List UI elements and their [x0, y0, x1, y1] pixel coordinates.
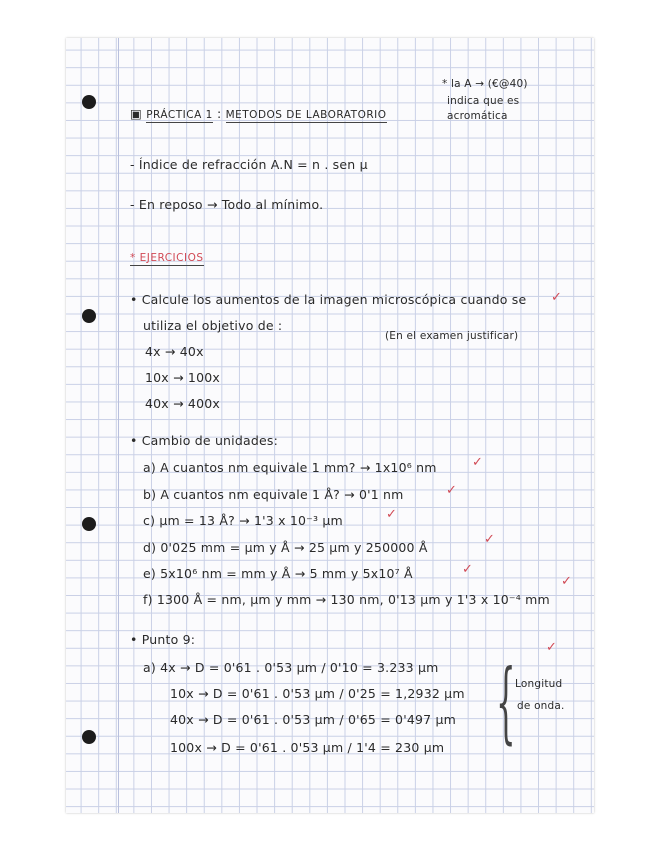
- question-line: utiliza el objetivo de :: [143, 318, 283, 333]
- curly-brace: {: [496, 650, 516, 753]
- check-mark: ✓: [446, 483, 457, 498]
- answer-line: 10x → D = 0'61 . 0'53 μm / 0'25 = 1,2932 μm: [170, 686, 465, 701]
- note-line: - En reposo → Todo al mínimo.: [130, 197, 324, 212]
- binder-hole: [82, 517, 96, 531]
- title-mark: ▣: [130, 106, 143, 121]
- title-practica: PRÁCTICA 1: [146, 109, 213, 121]
- question-line: • Cambio de unidades:: [130, 433, 278, 448]
- answer-line: 4x → 40x: [145, 344, 204, 359]
- check-mark: ✓: [472, 455, 483, 470]
- question-line: • Punto 9:: [130, 632, 196, 647]
- answer-line: 10x → 100x: [145, 370, 220, 385]
- check-mark: ✓: [386, 507, 397, 522]
- title-separator: :: [216, 106, 222, 121]
- check-mark: ✓: [551, 290, 562, 305]
- check-mark: ✓: [561, 574, 572, 589]
- check-mark: ✓: [546, 640, 557, 655]
- answer-line: d) 0'025 mm = μm y Å → 25 μm y 250000 Å: [143, 540, 428, 555]
- check-mark: ✓: [462, 562, 473, 577]
- answer-line: f) 1300 Å = nm, μm y mm → 130 nm, 0'13 μm y 1'3 x 10⁻⁴ mm: [143, 592, 550, 607]
- title-topic: METODOS DE LABORATORIO: [225, 109, 387, 121]
- answer-line: 40x → 400x: [145, 396, 220, 411]
- binder-hole: [82, 95, 96, 109]
- answer-line: a) A cuantos nm equivale 1 mm? → 1x10⁶ nm: [143, 460, 437, 475]
- binder-hole: [82, 730, 96, 744]
- answer-line: a) 4x → D = 0'61 . 0'53 μm / 0'10 = 3.233 μm: [143, 660, 439, 675]
- side-label: de onda.: [517, 700, 565, 712]
- answer-line: e) 5x10⁶ nm = mm y Å → 5 mm y 5x10⁷ Å: [143, 566, 413, 581]
- binder-hole: [82, 309, 96, 323]
- question-line: • Calcule los aumentos de la imagen microscópica cuando se: [130, 292, 527, 307]
- answer-line: 100x → D = 0'61 . 0'53 μm / 1'4 = 230 μm: [170, 740, 445, 755]
- page-title: [130, 106, 387, 121]
- answer-line: c) μm = 13 Å? → 1'3 x 10⁻³ μm: [143, 513, 343, 528]
- answer-line: b) A cuantos nm equivale 1 Å? → 0'1 nm: [143, 487, 404, 502]
- answer-line: 40x → D = 0'61 . 0'53 μm / 0'65 = 0'497 μm: [170, 712, 457, 727]
- side-label: Longitud: [515, 678, 563, 690]
- section-heading-text: * EJERCICIOS: [130, 252, 204, 264]
- note-line: - Índice de refracción A.N = n . sen μ: [130, 157, 368, 172]
- header-note-line: acromática: [447, 110, 508, 122]
- aside-note: (En el examen justificar): [385, 330, 519, 342]
- section-heading: [130, 252, 204, 264]
- margin-line: [118, 38, 119, 813]
- header-note-line: indica que es: [447, 95, 520, 107]
- header-note-line: * la A → (€@40): [442, 78, 528, 90]
- check-mark: ✓: [484, 532, 495, 547]
